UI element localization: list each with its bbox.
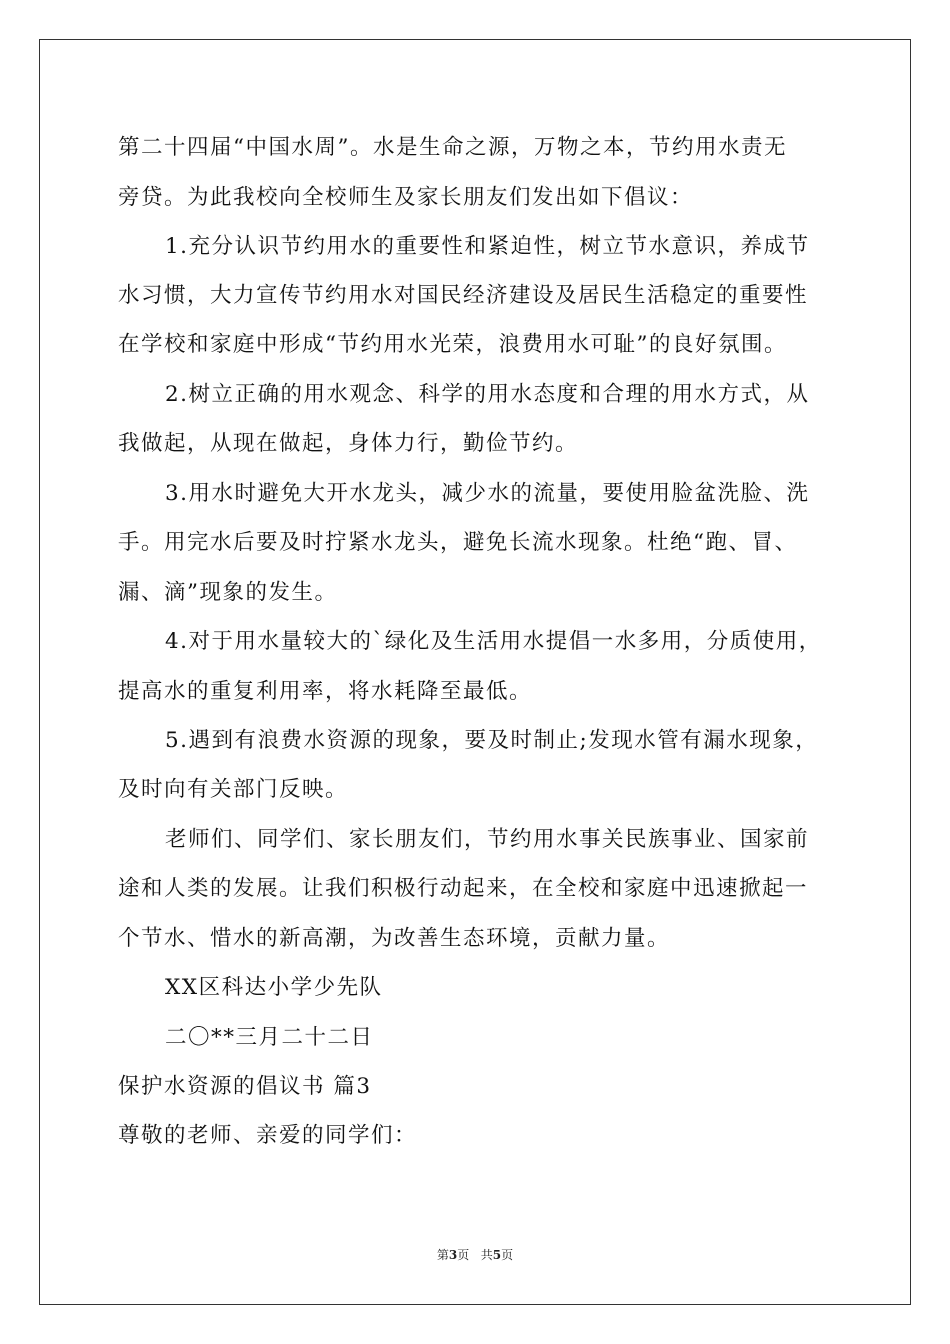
current-page-number: 3 [448,1248,458,1262]
footer-mid: 页 共 [457,1248,493,1262]
footer-prefix: 第 [436,1248,449,1262]
paragraph-line: 2.树立正确的用水观念、科学的用水态度和合理的用水方式，从 [165,382,810,407]
signature-date: 二〇**三月二十二日 [165,1025,374,1050]
footer-suffix: 页 [501,1248,514,1262]
paragraph-line: 手。用完水后要及时拧紧水龙头，避免长流水现象。杜绝“跑、冒、 [118,530,798,555]
paragraph-line: 1.充分认识节约用水的重要性和紧迫性，树立节水意识，养成节 [165,234,810,259]
paragraph-line: 老师们、同学们、家长朋友们，节约用水事关民族事业、国家前 [165,827,810,852]
paragraph-line: 我做起，从现在做起，身体力行，勤俭节约。 [118,431,579,456]
paragraph-line: 及时向有关部门反映。 [118,777,349,802]
paragraph-line: 5.遇到有浪费水资源的现象，要及时制止;发现水管有漏水现象， [165,728,819,753]
paragraph-line: 在学校和家庭中形成“节约用水光荣，浪费用水可耻”的良好氛围。 [118,332,787,357]
paragraph-line: 旁贷。为此我校向全校师生及家长朋友们发出如下倡议： [118,185,694,210]
paragraph-line: 途和人类的发展。让我们积极行动起来，在全校和家庭中迅速掀起一 [118,876,809,901]
total-page-count: 5 [492,1248,502,1262]
paragraph-line: 个节水、惜水的新高潮，为改善生态环境，贡献力量。 [118,926,671,951]
paragraph-line: 3.用水时避免大开水龙头，减少水的流量，要使用脸盆洗脸、洗 [165,481,810,506]
paragraph-line: 提高水的重复利用率，将水耗降至最低。 [118,679,533,704]
page-border [39,39,911,1305]
signature-organization: XX区科达小学少先队 [165,975,383,1000]
paragraph-line: 漏、滴”现象的发生。 [118,580,338,605]
paragraph-line: 第二十四届“中国水周”。水是生命之源，万物之本，节约用水责无 [118,135,787,160]
section-heading: 保护水资源的倡议书 篇3 [118,1074,372,1099]
page-footer [0,1247,950,1263]
paragraph-line: 水习惯，大力宣传节约用水对国民经济建设及居民生活稳定的重要性 [118,283,809,308]
paragraph-line: 4.对于用水量较大的`绿化及生活用水提倡一水多用，分质使用， [165,629,822,654]
salutation: 尊敬的老师、亲爱的同学们： [118,1123,418,1148]
